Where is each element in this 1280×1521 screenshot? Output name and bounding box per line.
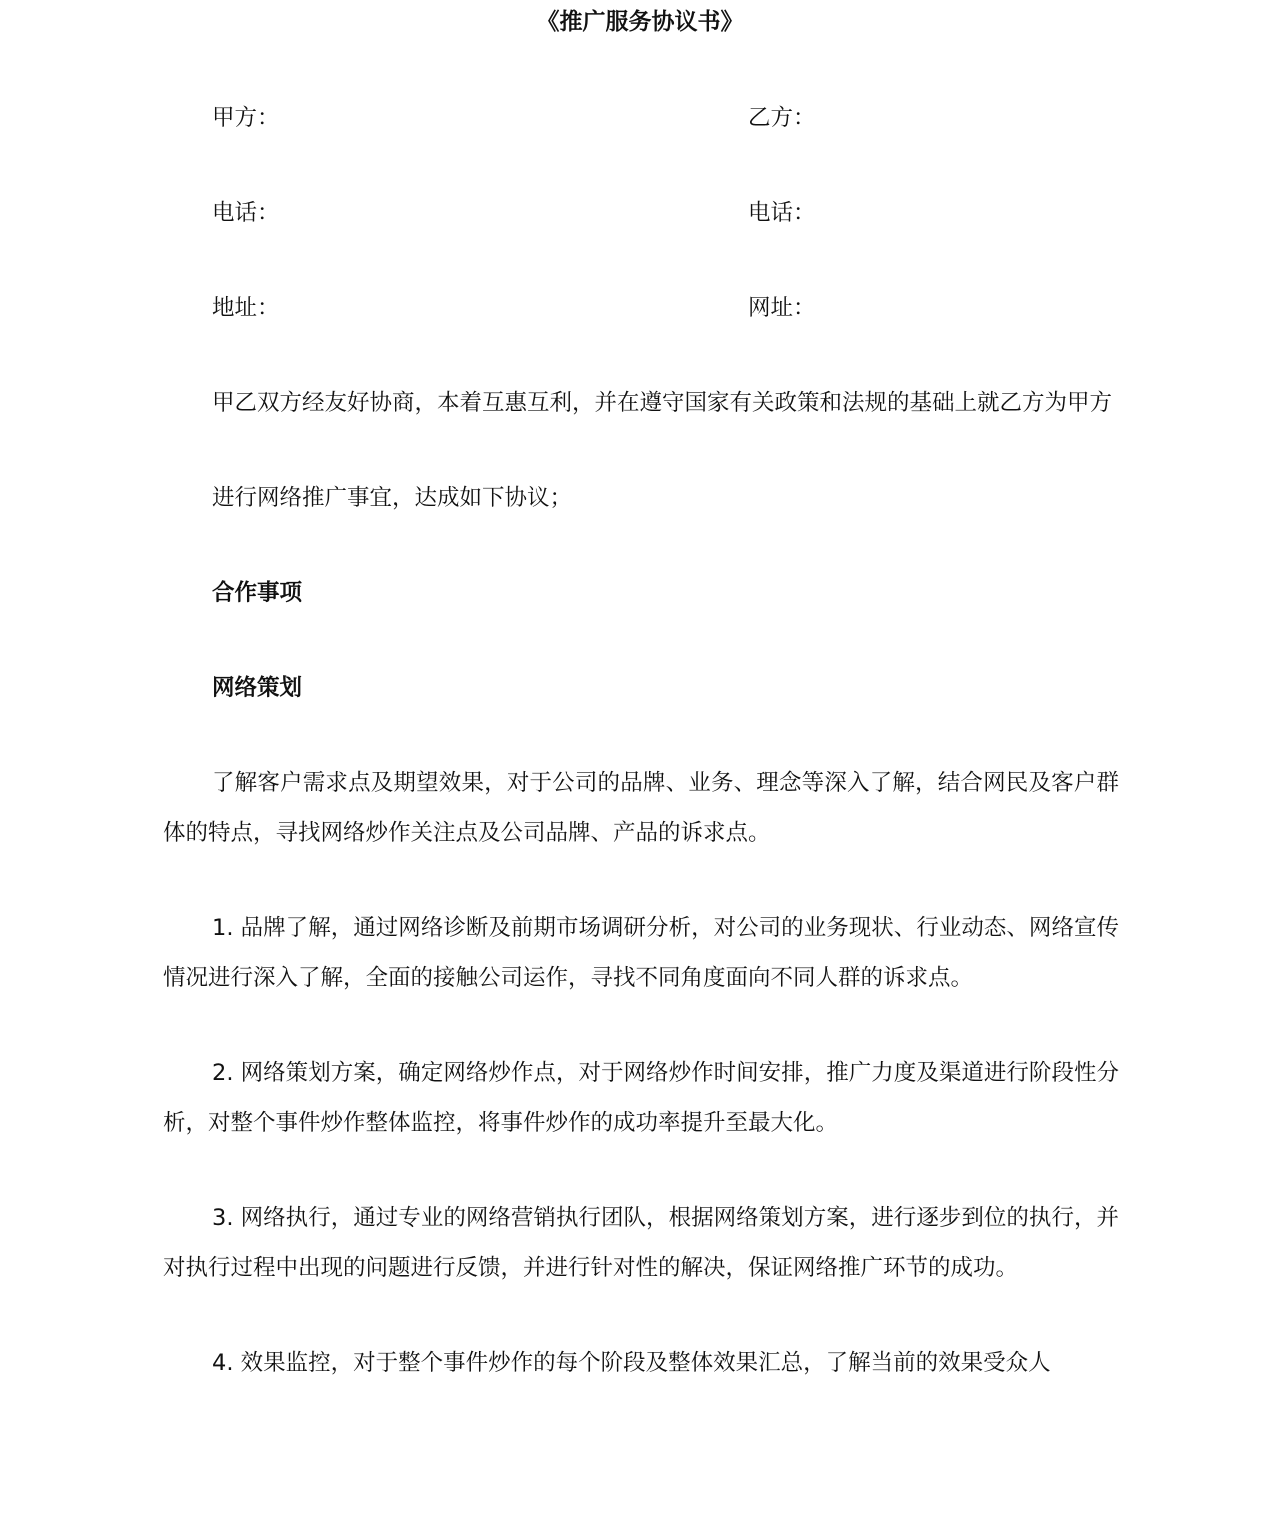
list-item-4: 4. 效果监控，对于整个事件炒作的每个阶段及整体效果汇总，了解当前的效果受众人 [212,1350,1051,1376]
party-a-phone-label: 电话： [212,200,280,226]
intro-paragraph-2: 进行网络推广事宜，达成如下协议； [212,485,573,511]
field-row-address [163,283,1119,333]
party-a-label: 甲方： [212,105,280,131]
party-b-label: 乙方： [748,105,816,131]
party-b-phone-label: 电话： [748,200,816,226]
party-a-address-label: 地址： [212,295,280,321]
section-heading-cooperation: 合作事项 [212,580,303,606]
list-item-3: 3. 网络执行，通过专业的网络营销执行团队，根据网络策划方案，进行逐步到位的执行，并对执行过程中出现的问题进行反馈，并进行针对性的解决，保证网络推广环节的成功。 [163,1205,1119,1281]
field-row-phone [163,188,1119,238]
list-item-2: 2. 网络策划方案，确定网络炒作点，对于网络炒作时间安排，推广力度及渠道进行阶段性分析，对整个事件炒作整体监控，将事件炒作的成功率提升至最大化。 [163,1060,1119,1136]
section-heading-planning: 网络策划 [212,675,303,701]
party-b-website-label: 网址： [748,295,816,321]
document-body [163,93,1119,1433]
field-row-party [163,93,1119,143]
document-title: 《推广服务协议书》 [536,9,744,35]
list-item-1: 1. 品牌了解，通过网络诊断及前期市场调研分析，对公司的业务现状、行业动态、网络宣传情况进行深入了解，全面的接触公司运作，寻找不同角度面向不同人群的诉求点。 [163,915,1119,991]
intro-paragraph: 甲乙双方经友好协商，本着互惠互利，并在遵守国家有关政策和法规的基础上就乙方为甲方 [212,390,1113,416]
planning-description: 了解客户需求点及期望效果，对于公司的品牌、业务、理念等深入了解，结合网民及客户群体的特点，寻找网络炒作关注点及公司品牌、产品的诉求点。 [163,770,1119,846]
